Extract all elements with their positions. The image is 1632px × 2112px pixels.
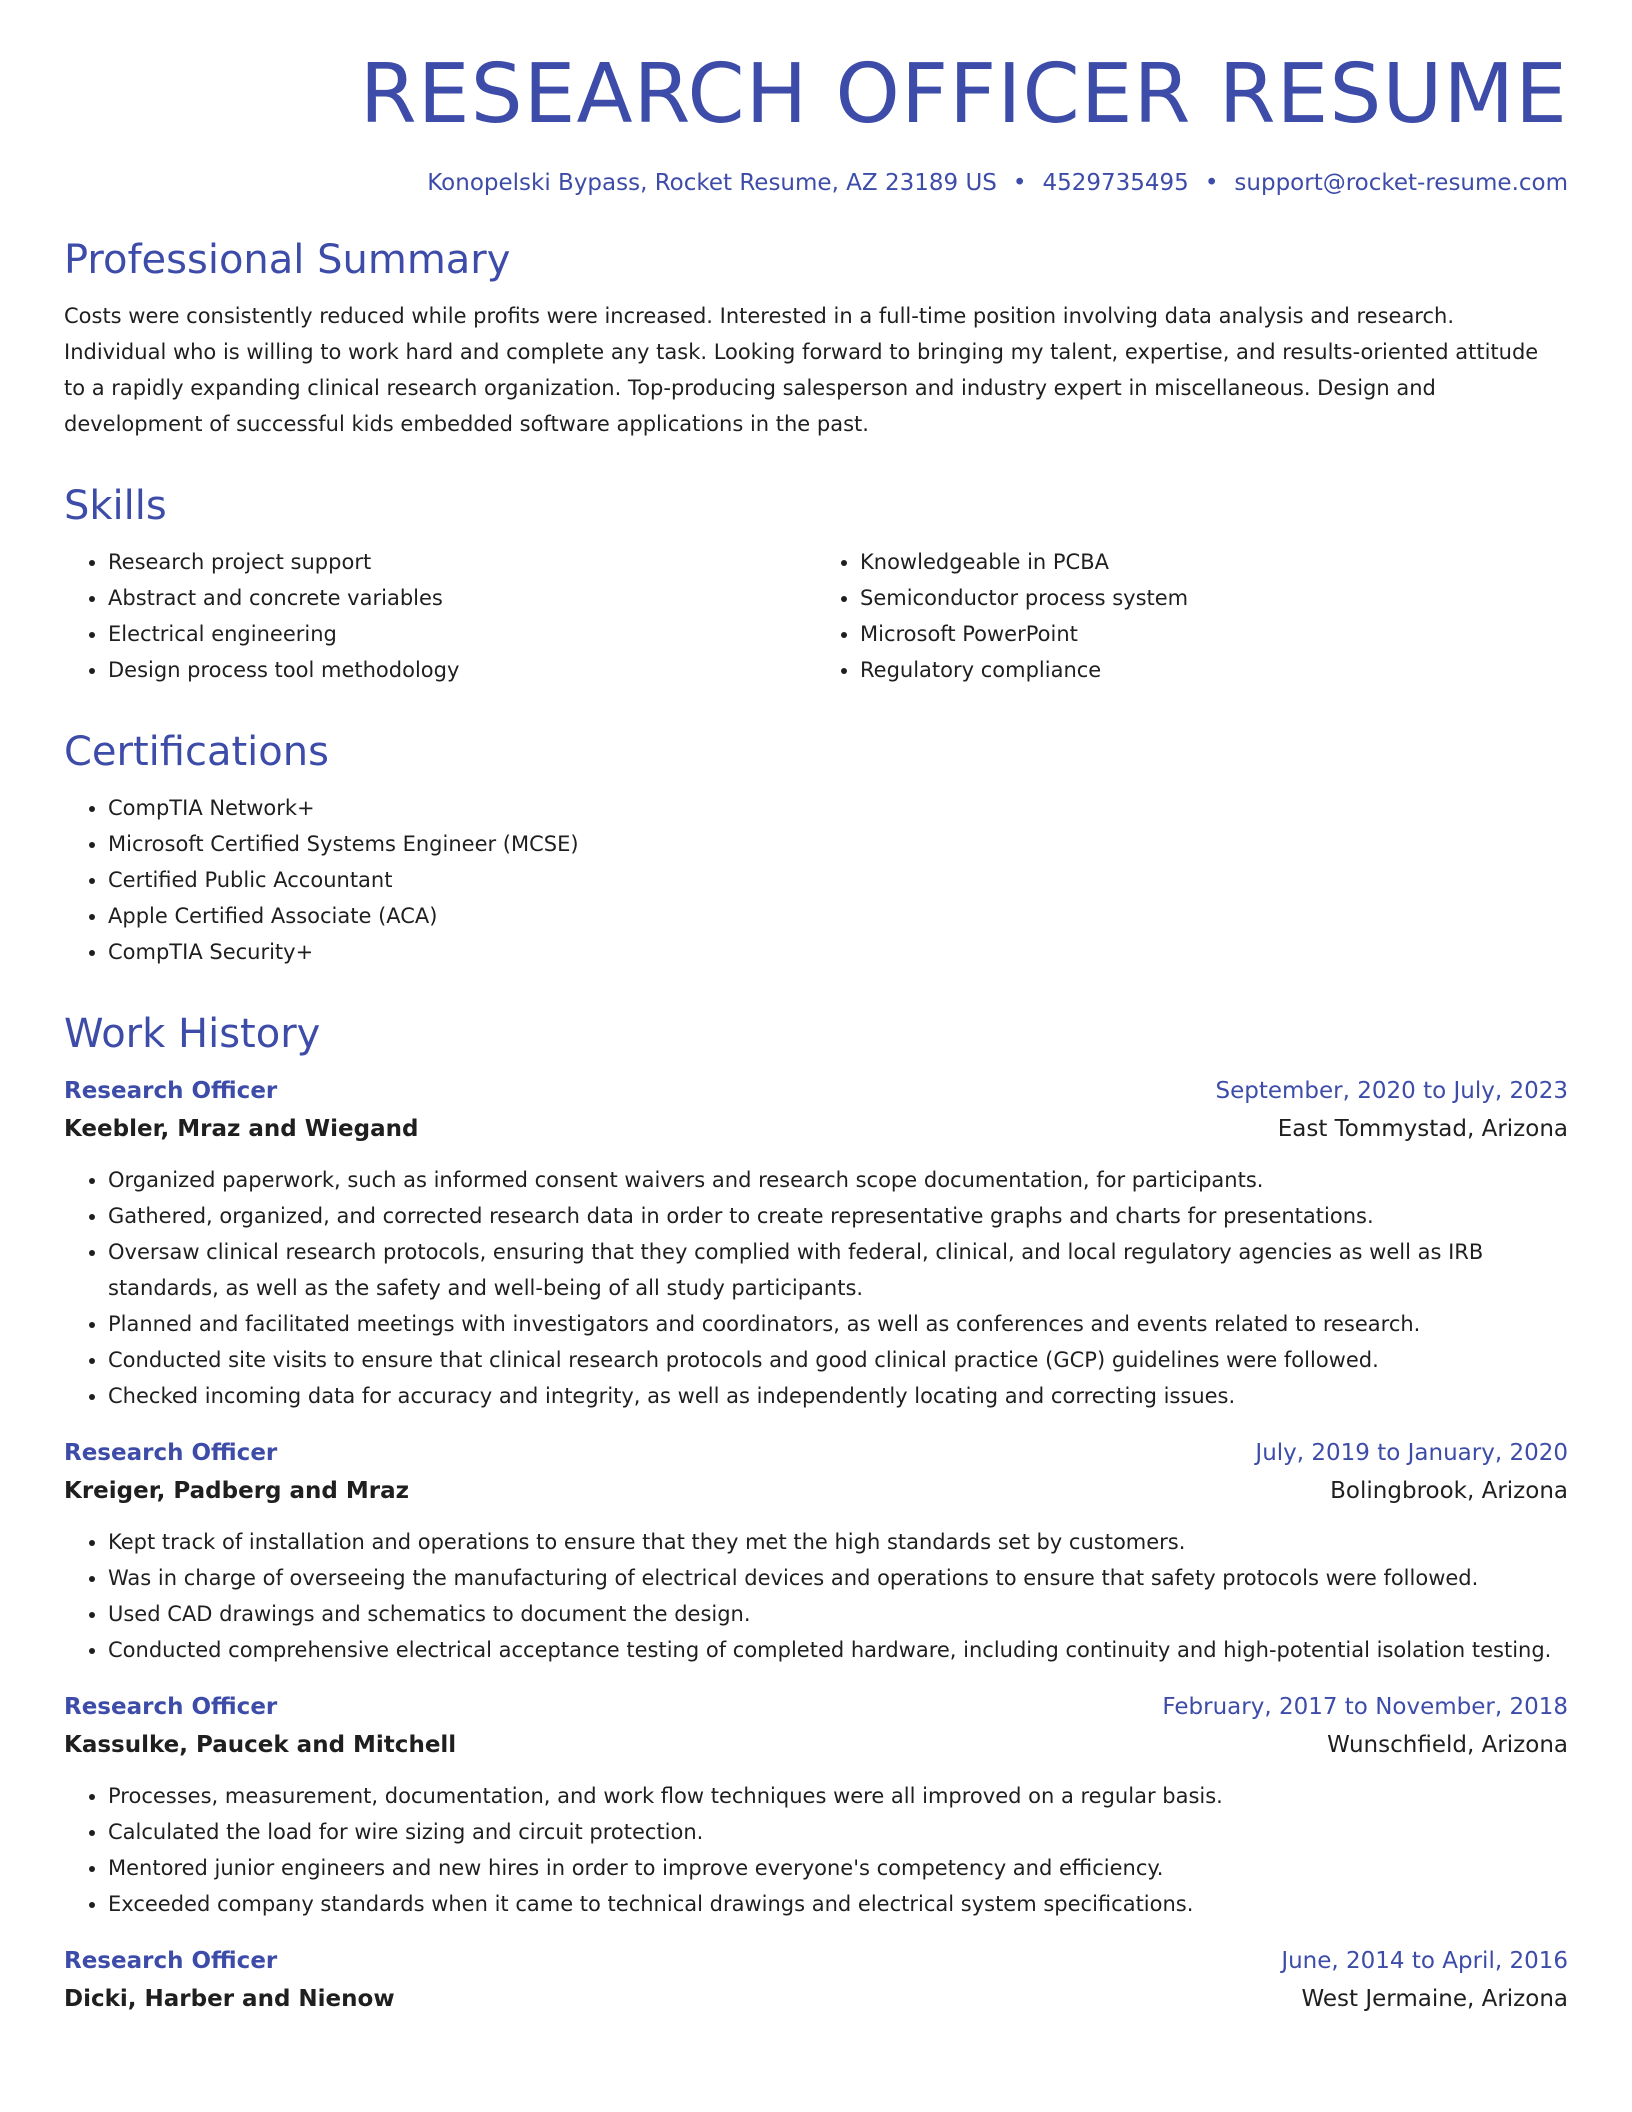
job-title: Research Officer bbox=[64, 1694, 278, 1721]
skills-section bbox=[64, 482, 1568, 688]
job-title: Research Officer bbox=[64, 1078, 278, 1105]
job-entry bbox=[64, 1688, 1568, 1922]
job-entry bbox=[64, 1072, 1568, 1414]
certification-item: • Apple Certified Associate (ACA) bbox=[108, 898, 1568, 934]
skill-item: • Abstract and concrete variables bbox=[108, 580, 816, 616]
contact-email: support@rocket-resume.com bbox=[1234, 170, 1568, 197]
job-location: East Tommystad, Arizona bbox=[1277, 1116, 1568, 1143]
job-company-row bbox=[64, 1472, 1568, 1510]
certification-item: • Microsoft Certified Systems Engineer (MCSE) bbox=[108, 826, 1568, 862]
summary-section bbox=[64, 236, 1568, 442]
job-company: Kreiger, Padberg and Mraz bbox=[64, 1478, 410, 1505]
skills-list-right bbox=[816, 544, 1568, 688]
contact-line bbox=[64, 170, 1568, 196]
certifications-section bbox=[64, 728, 1568, 970]
skill-item: • Electrical engineering bbox=[108, 616, 816, 652]
job-bullet: • Planned and facilitated meetings with investigators and coordinators, as well as conferences and events related to research. bbox=[108, 1306, 1568, 1342]
job-bullet: • Exceeded company standards when it came to technical drawings and electrical system specifications. bbox=[108, 1886, 1568, 1922]
resume-header bbox=[64, 47, 1568, 197]
job-location: Wunschfield, Arizona bbox=[1327, 1732, 1568, 1759]
job-company: Kassulke, Paucek and Mitchell bbox=[64, 1732, 457, 1759]
job-company: Keebler, Mraz and Wiegand bbox=[64, 1116, 419, 1143]
job-bullets bbox=[64, 1778, 1568, 1922]
job-title-row bbox=[64, 1688, 1568, 1726]
certification-item: • Certified Public Accountant bbox=[108, 862, 1568, 898]
summary-text: Costs were consistently reduced while profits were increased. Interested in a full-time position involving data analysis and research. Individual who is willing to work hard and complete any task. Looking forward to bringing my talent, expertise, and results-oriented attitude to a rapidly expanding clinical research organization. Top-producing salesperson and industry expert in miscellaneous. Design and development of successful kids embedded software applications in the past. bbox=[64, 304, 1539, 437]
job-company: Dicki, Harber and Nienow bbox=[64, 1986, 395, 2013]
contact-address: Konopelski Bypass, Rocket Resume, AZ 23189 US bbox=[427, 170, 997, 197]
certification-item: • CompTIA Network+ bbox=[108, 790, 1568, 826]
certifications-heading: Certifications bbox=[64, 729, 329, 776]
job-bullet: • Checked incoming data for accuracy and integrity, as well as independently locating and correcting issues. bbox=[108, 1378, 1568, 1414]
job-dates: February, 2017 to November, 2018 bbox=[1162, 1694, 1568, 1721]
job-bullet: • Kept track of installation and operations to ensure that they met the high standards set by customers. bbox=[108, 1524, 1568, 1560]
job-bullet: • Calculated the load for wire sizing and circuit protection. bbox=[108, 1814, 1568, 1850]
certification-item: • CompTIA Security+ bbox=[108, 934, 1568, 970]
contact-phone: 4529735495 bbox=[1042, 170, 1189, 197]
skill-item: • Regulatory compliance bbox=[860, 652, 1568, 688]
job-bullets bbox=[64, 1162, 1568, 1414]
job-bullets bbox=[64, 1524, 1568, 1668]
job-bullet: • Conducted comprehensive electrical acceptance testing of completed hardware, including continuity and high-potential isolation testing. bbox=[108, 1632, 1568, 1668]
contact-separator: • bbox=[1012, 170, 1027, 197]
skills-grid bbox=[64, 544, 1568, 688]
job-location: Bolingbrook, Arizona bbox=[1330, 1478, 1568, 1505]
job-title: Research Officer bbox=[64, 1440, 278, 1467]
skill-item: • Knowledgeable in PCBA bbox=[860, 544, 1568, 580]
resume-title: RESEARCH OFFICER RESUME bbox=[359, 47, 1568, 142]
contact-separator: • bbox=[1204, 170, 1219, 197]
job-entry bbox=[64, 1942, 1568, 2018]
job-title-row bbox=[64, 1072, 1568, 1110]
work-history-section bbox=[64, 1010, 1568, 2018]
certifications-list bbox=[64, 790, 1568, 970]
job-dates: July, 2019 to January, 2020 bbox=[1255, 1440, 1568, 1467]
job-bullet: • Was in charge of overseeing the manufacturing of electrical devices and operations to ensure that safety protocols were followed. bbox=[108, 1560, 1568, 1596]
job-company-row bbox=[64, 1980, 1568, 2018]
skills-list-left bbox=[64, 544, 816, 688]
job-company-row bbox=[64, 1726, 1568, 1764]
job-title-row bbox=[64, 1434, 1568, 1472]
job-title: Research Officer bbox=[64, 1948, 278, 1975]
job-bullet: • Conducted site visits to ensure that clinical research protocols and good clinical practice (GCP) guidelines were followed. bbox=[108, 1342, 1568, 1378]
job-bullet: • Organized paperwork, such as informed consent waivers and research scope documentation, for participants. bbox=[108, 1162, 1568, 1198]
skill-item: • Design process tool methodology bbox=[108, 652, 816, 688]
skill-item: • Microsoft PowerPoint bbox=[860, 616, 1568, 652]
job-location: West Jermaine, Arizona bbox=[1301, 1986, 1568, 2013]
job-dates: June, 2014 to April, 2016 bbox=[1281, 1948, 1568, 1975]
job-dates: September, 2020 to July, 2023 bbox=[1215, 1078, 1568, 1105]
job-bullet: • Processes, measurement, documentation, and work flow techniques were all improved on a regular basis. bbox=[108, 1778, 1568, 1814]
job-bullet: • Used CAD drawings and schematics to document the design. bbox=[108, 1596, 1568, 1632]
work-history-heading: Work History bbox=[64, 1011, 321, 1058]
skills-heading: Skills bbox=[64, 483, 167, 530]
job-bullet: • Mentored junior engineers and new hires in order to improve everyone's competency and efficiency. bbox=[108, 1850, 1568, 1886]
summary-heading: Professional Summary bbox=[64, 237, 511, 284]
job-title-row bbox=[64, 1942, 1568, 1980]
job-bullet: • Oversaw clinical research protocols, ensuring that they complied with federal, clinical, and local regulatory agencies as well as IRB standards, as well as the safety and well-being of all study participants. bbox=[108, 1234, 1568, 1306]
skill-item: • Semiconductor process system bbox=[860, 580, 1568, 616]
job-company-row bbox=[64, 1110, 1568, 1148]
job-entry bbox=[64, 1434, 1568, 1668]
job-bullet: • Gathered, organized, and corrected research data in order to create representative graphs and charts for presentations. bbox=[108, 1198, 1568, 1234]
skill-item: • Research project support bbox=[108, 544, 816, 580]
